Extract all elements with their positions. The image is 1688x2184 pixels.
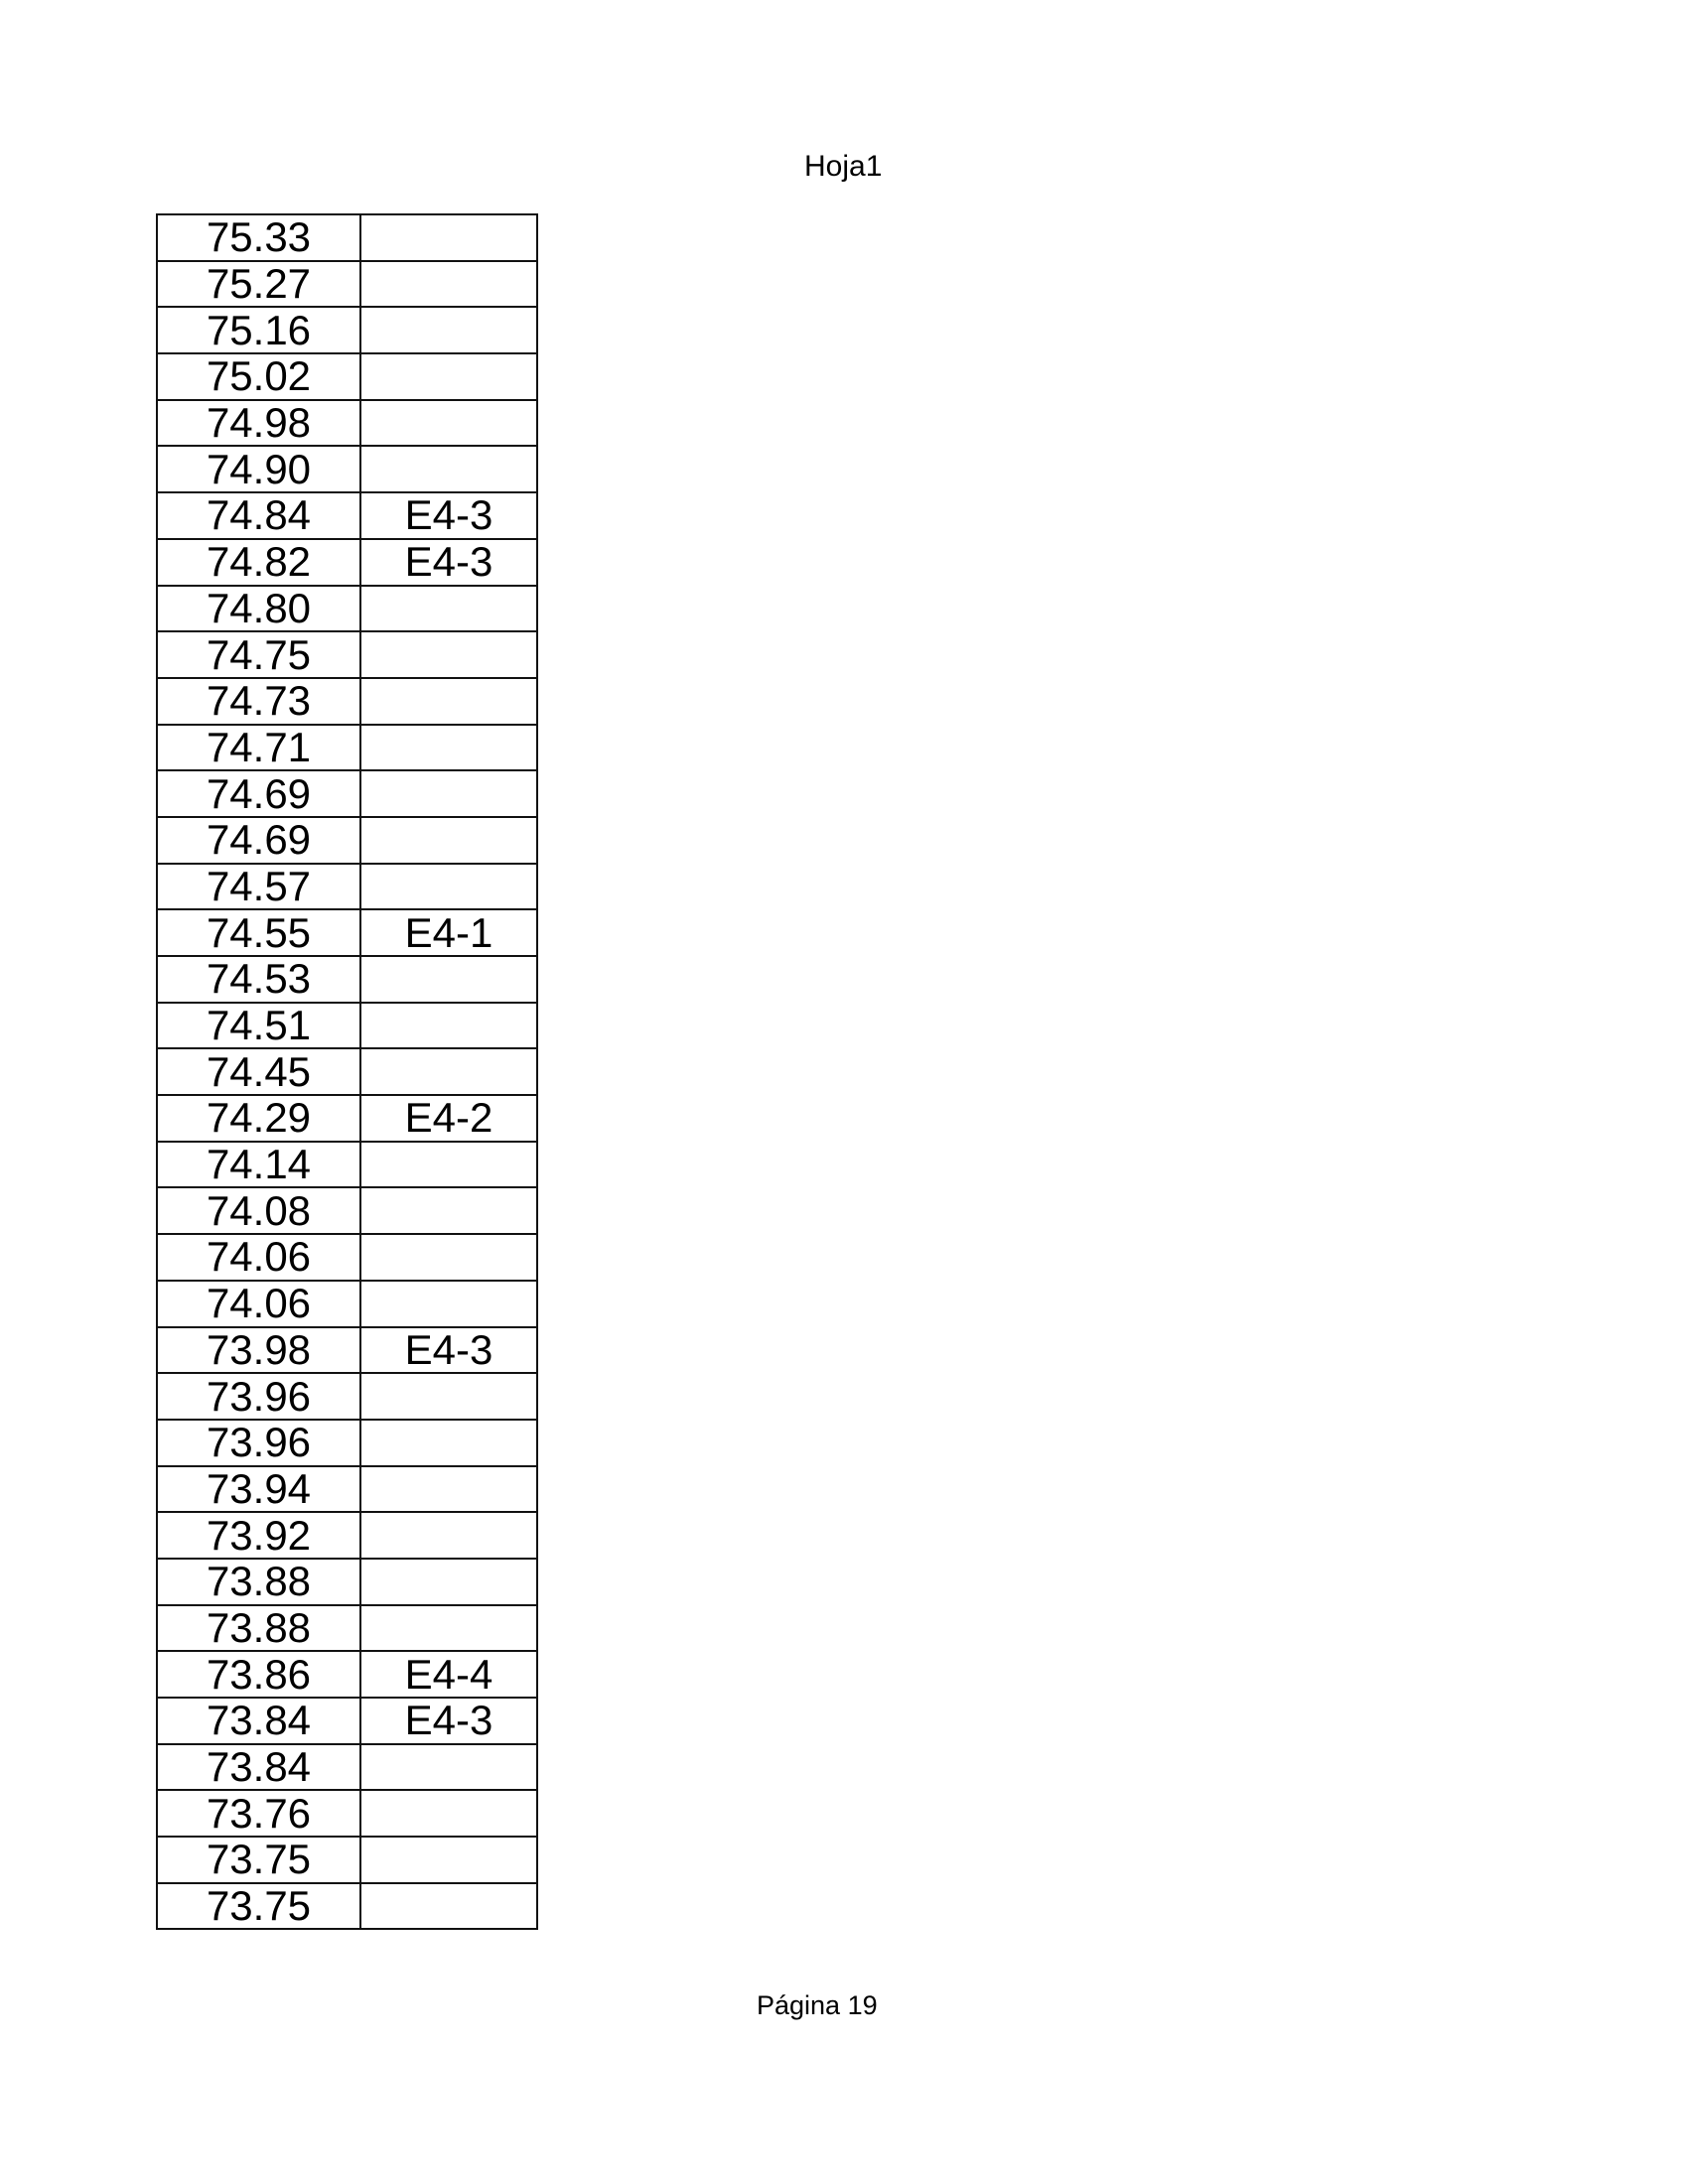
value-cell: 73.75 [157, 1837, 360, 1883]
table-row [157, 1698, 537, 1744]
value-cell: 75.27 [157, 261, 360, 308]
value-cell: 73.84 [157, 1744, 360, 1791]
sheet-title: Hoja1 [804, 150, 883, 183]
label-cell [360, 1559, 537, 1605]
value-cell: 73.94 [157, 1466, 360, 1513]
value-cell: 73.98 [157, 1327, 360, 1374]
label-cell [360, 1003, 537, 1049]
value-cell: 74.14 [157, 1142, 360, 1188]
label-cell [360, 1234, 537, 1281]
label-cell [360, 353, 537, 400]
table-row [157, 678, 537, 725]
value-cell: 74.71 [157, 725, 360, 771]
label-cell [360, 1883, 537, 1930]
page-number: Página 19 [757, 1990, 878, 2020]
table-row [157, 214, 537, 261]
table-row [157, 1837, 537, 1883]
table-row [157, 1744, 537, 1791]
table-row [157, 909, 537, 956]
value-cell: 74.80 [157, 586, 360, 632]
value-cell: 73.76 [157, 1790, 360, 1837]
table-row [157, 492, 537, 539]
value-cell: 73.84 [157, 1698, 360, 1744]
value-cell: 75.16 [157, 307, 360, 353]
table-row [157, 1142, 537, 1188]
table-row [157, 1559, 537, 1605]
label-cell: E4-4 [360, 1651, 537, 1698]
table-row [157, 1048, 537, 1095]
label-cell [360, 1512, 537, 1559]
value-cell: 74.08 [157, 1187, 360, 1234]
label-cell [360, 1605, 537, 1652]
table-row [157, 1790, 537, 1837]
table-row [157, 539, 537, 586]
label-cell: E4-3 [360, 492, 537, 539]
label-cell [360, 817, 537, 864]
label-cell [360, 261, 537, 308]
value-cell: 74.82 [157, 539, 360, 586]
label-cell [360, 956, 537, 1003]
value-cell: 73.88 [157, 1559, 360, 1605]
label-cell [360, 1187, 537, 1234]
value-cell: 73.96 [157, 1420, 360, 1466]
table-row [157, 1003, 537, 1049]
value-cell: 74.51 [157, 1003, 360, 1049]
table-row [157, 307, 537, 353]
label-cell [360, 307, 537, 353]
label-cell [360, 586, 537, 632]
table-row [157, 770, 537, 817]
table-row [157, 725, 537, 771]
table-row [157, 1095, 537, 1142]
value-cell: 74.75 [157, 631, 360, 678]
table-row [157, 400, 537, 447]
table-row [157, 1512, 537, 1559]
value-cell: 73.75 [157, 1883, 360, 1930]
value-cell: 74.69 [157, 817, 360, 864]
value-cell: 74.73 [157, 678, 360, 725]
table-row [157, 631, 537, 678]
value-cell: 74.57 [157, 864, 360, 910]
value-cell: 73.88 [157, 1605, 360, 1652]
label-cell: E4-3 [360, 1698, 537, 1744]
value-cell: 74.06 [157, 1281, 360, 1327]
table-row [157, 586, 537, 632]
label-cell [360, 1790, 537, 1837]
table-row [157, 353, 537, 400]
table-row [157, 817, 537, 864]
table-row [157, 1420, 537, 1466]
value-cell: 73.86 [157, 1651, 360, 1698]
label-cell [360, 1281, 537, 1327]
label-cell [360, 446, 537, 492]
label-cell: E4-3 [360, 1327, 537, 1374]
label-cell [360, 864, 537, 910]
label-cell [360, 631, 537, 678]
value-cell: 74.55 [157, 909, 360, 956]
table-row [157, 1605, 537, 1652]
value-cell: 73.92 [157, 1512, 360, 1559]
value-cell: 74.90 [157, 446, 360, 492]
data-table [156, 213, 538, 1930]
label-cell [360, 400, 537, 447]
label-cell [360, 678, 537, 725]
table-row [157, 1883, 537, 1930]
table-row [157, 1187, 537, 1234]
table-row [157, 446, 537, 492]
label-cell [360, 1373, 537, 1420]
label-cell [360, 725, 537, 771]
label-cell: E4-1 [360, 909, 537, 956]
label-cell [360, 1142, 537, 1188]
value-cell: 74.06 [157, 1234, 360, 1281]
value-cell: 74.45 [157, 1048, 360, 1095]
table-row [157, 1651, 537, 1698]
value-cell: 74.98 [157, 400, 360, 447]
table-row [157, 1373, 537, 1420]
table-row [157, 1466, 537, 1513]
value-cell: 75.02 [157, 353, 360, 400]
label-cell: E4-3 [360, 539, 537, 586]
label-cell [360, 1837, 537, 1883]
label-cell [360, 1466, 537, 1513]
table-row [157, 1281, 537, 1327]
label-cell [360, 1744, 537, 1791]
table-row [157, 1234, 537, 1281]
table-row [157, 956, 537, 1003]
value-cell: 74.29 [157, 1095, 360, 1142]
value-cell: 73.96 [157, 1373, 360, 1420]
label-cell [360, 1048, 537, 1095]
table-row [157, 261, 537, 308]
label-cell [360, 1420, 537, 1466]
label-cell [360, 214, 537, 261]
table-row [157, 1327, 537, 1374]
value-cell: 74.69 [157, 770, 360, 817]
table-row [157, 864, 537, 910]
label-cell [360, 770, 537, 817]
value-cell: 74.53 [157, 956, 360, 1003]
value-cell: 74.84 [157, 492, 360, 539]
value-cell: 75.33 [157, 214, 360, 261]
label-cell: E4-2 [360, 1095, 537, 1142]
